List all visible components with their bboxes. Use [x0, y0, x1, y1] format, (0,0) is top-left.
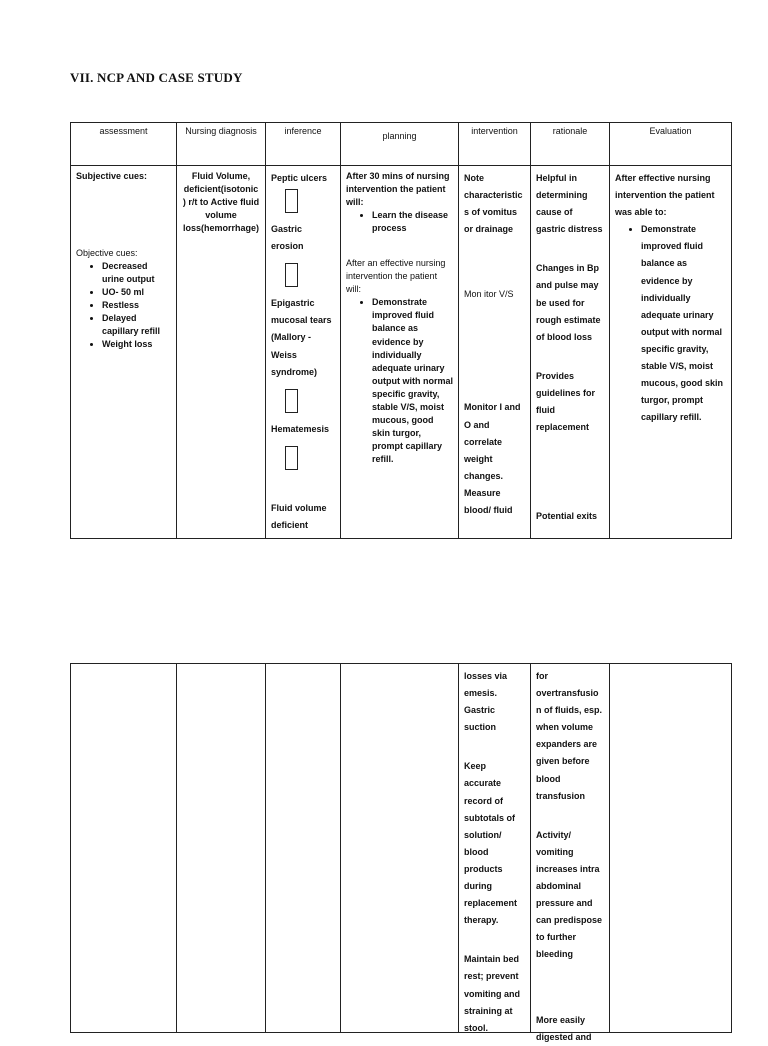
intervention-item: Mon itor V/S	[464, 289, 514, 300]
header-nursing-diagnosis: Nursing diagnosis	[177, 123, 266, 166]
planning-list-2	[346, 296, 453, 466]
list-item: • Demonstrate improved fluid balance as evidence by individually adequate urinary output with normal specific gravity, stable V/S, moist mucous, good skin turgor, prompt capillary refill.	[641, 221, 726, 426]
planning-list-1	[346, 209, 453, 235]
list-item: • Demonstrate improved fluid balance as evidence by individually adequate urinary output with normal specific gravity, stable V/S, moist mucous, good skin turgor, prompt capillary refill.	[372, 296, 453, 466]
nursing-diagnosis-cell	[177, 664, 266, 1033]
inference-epigastric-text: Epigastric mucosal tears (Mallory -Weiss syndrome)	[271, 298, 332, 377]
intervention-cell	[459, 166, 531, 539]
flow-box	[285, 263, 298, 287]
nursing-diagnosis-cell: Fluid Volume, deficient(isotonic ) r/t to Active fluid volume loss(hemorrhage)	[177, 166, 266, 539]
evaluation-cell	[610, 664, 732, 1033]
rationale-item: Activity/ vomiting increases intra abdominal pressure and can predispose to further bleeding	[536, 829, 603, 960]
section-title: VII. NCP AND CASE STUDY	[70, 70, 243, 85]
header-rationale: rationale	[531, 123, 610, 166]
assessment-cell	[71, 664, 177, 1033]
planning-intro-1: After 30 mins of nursing intervention the patient will:	[346, 171, 450, 208]
rationale-item: Potential exits	[536, 511, 598, 522]
header-evaluation: Evaluation	[610, 123, 732, 166]
rationale-item: Provides guidelines for fluid replacement	[536, 370, 596, 433]
table-row	[71, 166, 732, 539]
planning-cell	[341, 166, 459, 539]
flow-box	[285, 446, 298, 470]
inference-cell	[266, 166, 341, 539]
rationale-item: for overtransfusio n of fluids, esp. when volume expanders are given before blood transfusion	[536, 671, 603, 801]
evaluation-intro: After effective nursing intervention the patient was able to:	[615, 173, 715, 218]
intervention-item: Note characteristic s of vomitus or drainage	[464, 173, 523, 235]
list-item: • UO- 50 ml	[102, 286, 171, 299]
planning-intro-2: After an effective nursing intervention the patient will:	[346, 258, 446, 295]
inference-epigastric-tears	[271, 295, 335, 380]
evaluation-list	[615, 221, 726, 426]
list-item: • Weight loss	[102, 338, 171, 351]
inference-fluid-volume-deficient: Fluid volume deficient	[271, 502, 327, 530]
planning-cell	[341, 664, 459, 1033]
ncp-table	[70, 122, 732, 539]
header-planning: planning	[341, 123, 459, 166]
evaluation-cell	[610, 166, 732, 539]
intervention-item: losses via emesis. Gastric suction	[464, 671, 508, 733]
intervention-item: Keep accurate record of subtotals of solution/ blood products during replacement therapy.	[464, 761, 518, 926]
inference-cell	[266, 664, 341, 1033]
flow-box	[285, 189, 298, 213]
rationale-item: More easily digested and	[536, 1014, 592, 1042]
subjective-cues-label: Subjective cues:	[76, 171, 148, 181]
inference-hematemesis: Hematemesis	[271, 423, 330, 434]
header-assessment: assessment	[71, 123, 177, 166]
assessment-cell	[71, 166, 177, 539]
header-inference: inference	[266, 123, 341, 166]
ncp-table-continued	[70, 663, 732, 1042]
inference-peptic-ulcers: Peptic ulcers	[271, 173, 328, 183]
intervention-item: Monitor I and O and correlate weight changes. Measure blood/ fluid	[464, 402, 521, 516]
objective-cues-list	[76, 260, 171, 351]
inference-gastric-erosion: Gastric erosion	[271, 224, 304, 252]
table-header-row	[71, 123, 732, 166]
flow-box	[285, 389, 298, 413]
table-row	[71, 664, 732, 1033]
rationale-cell	[531, 664, 610, 1042]
list-item: • Learn the disease process	[372, 209, 453, 235]
objective-cues-label: Objective cues:	[76, 248, 138, 259]
rationale-cell	[531, 166, 610, 539]
rationale-item: Helpful in determining cause of gastric distress	[536, 173, 603, 235]
list-item: • Delayed capillary refill	[102, 312, 171, 338]
list-item: • Restless	[102, 299, 171, 312]
list-item: • Decreased urine output	[102, 260, 171, 286]
header-intervention: intervention	[459, 123, 531, 166]
intervention-cell	[459, 664, 531, 1033]
rationale-item: Changes in Bp and pulse may be used for rough estimate of blood loss	[536, 263, 601, 342]
intervention-item: Maintain bed rest; prevent vomiting and straining at stool.	[464, 954, 520, 1033]
